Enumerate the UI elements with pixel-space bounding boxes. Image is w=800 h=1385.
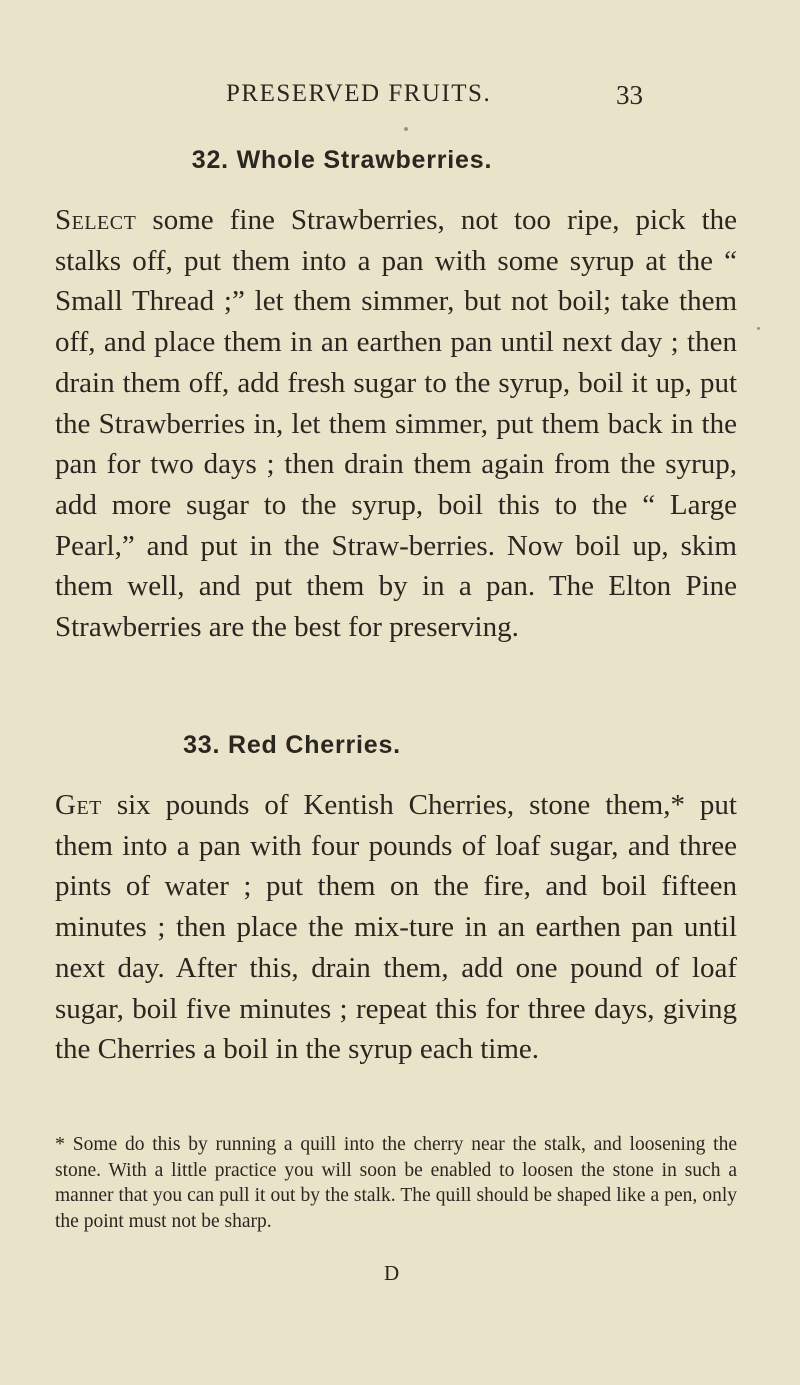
page-number: 33 — [616, 80, 643, 110]
recipe-33-body: six pounds of Kentish Cherries, stone them,* put them into a pan with four pounds of loaf sugar, and three pints of water ; put them on the fire, and boil fifteen minutes ; then place the mix-ture in an earthen pan until next day. After this, drain them, add one pound of loaf sugar, boil five minutes ; repeat this for three days, giving the Cherries a boil in the syrup each time. — [55, 789, 737, 1066]
recipe-32-body: some fine Strawberries, not too ripe, pick the stalks off, put them into a pan with some syrup at the “ Small Thread ;” let them simmer, but not boil; take them off, and place them in an earthen pan until next day ; then drain them off, add fresh sugar to the syrup, boil it up, put the Strawberries in, let them simmer, put them back in the pan for two days ; then drain them again from the syrup, add more sugar to the syrup, boil this to the “ Large Pearl,” and put in the Straw-berries. Now boil up, skim them well, and put them by in a pan. The Elton Pine Strawberries are the best for preserving. — [55, 204, 737, 644]
recipe-32-lead-word: Select — [55, 204, 137, 236]
footnote-text: Some do this by running a quill into the cherry near the stalk, and loosening the stone. With a little practice you will soon be enabled to loosen the stone in such a manner that you can pull it out by the stalk. The quill should be shaped like a pen, only the point must not be sharp. — [55, 1134, 737, 1232]
paper-speck — [757, 327, 760, 330]
recipe-33-lead-word: Get — [55, 789, 102, 821]
page-header — [0, 80, 800, 120]
footnote — [55, 1132, 737, 1234]
recipe-33-heading: 33. Red Cherries. — [183, 731, 401, 759]
recipe-33-text — [55, 785, 737, 1070]
paper-speck — [404, 127, 408, 131]
running-title: PRESERVED FRUITS. — [226, 80, 492, 107]
signature-mark: D — [384, 1261, 400, 1285]
recipe-32-text — [55, 200, 737, 648]
recipe-32-heading: 32. Whole Strawberries. — [191, 146, 493, 174]
footnote-mark: * — [55, 1133, 65, 1155]
